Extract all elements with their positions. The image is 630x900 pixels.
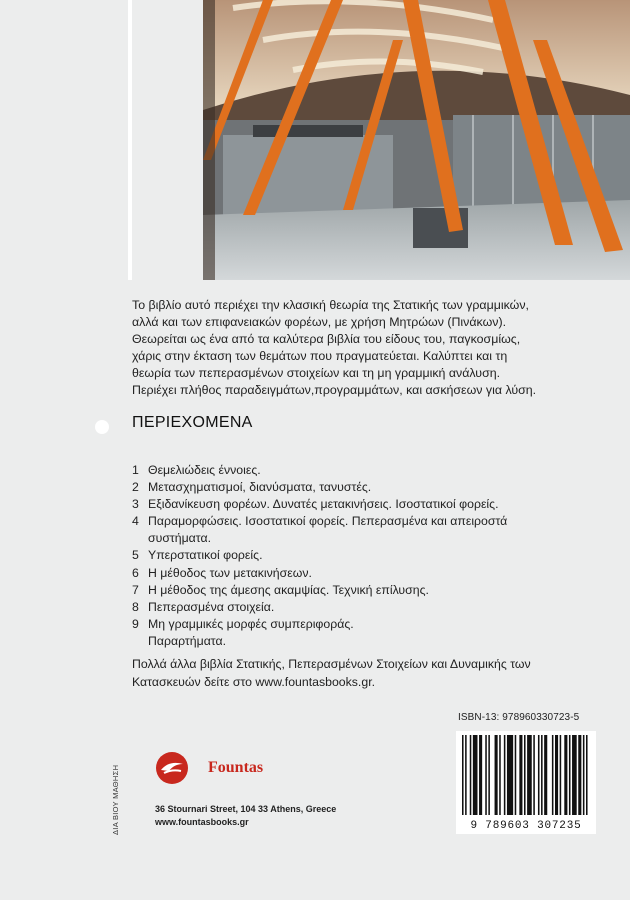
barcode-bar — [533, 735, 535, 815]
toc-text: Παραμορφώσεις. Ισοστατικοί φορείς. Πεπερασμένα και απειροστά — [148, 514, 508, 529]
toc-item — [132, 599, 612, 616]
book-description — [132, 297, 627, 400]
barcode-bar — [485, 735, 487, 815]
barcode-bar — [519, 735, 522, 815]
toc-text: συστήματα. — [148, 531, 212, 546]
description-line: Θεωρείται ως ένα από τα καλύτερα βιβλία του είδους του, παγκοσμίως, — [132, 332, 521, 347]
barcode-bar — [555, 735, 558, 815]
barcode-bar — [462, 735, 464, 815]
barcode-bar — [560, 735, 562, 815]
barcode-number: 9 789603 307235 — [456, 820, 596, 832]
barcode-bar — [586, 735, 588, 815]
barcode-bar — [507, 735, 513, 815]
barcode-bar — [578, 735, 581, 815]
contents-heading: ΠΕΡΙΕΧΟΜΕΝΑ — [132, 414, 253, 431]
cover-photo-airport-interior — [203, 0, 630, 280]
note-line: Κατασκευών δείτε στο www.fountasbooks.gr. — [132, 675, 376, 689]
note-line: Πολλά άλλα βιβλία Στατικής, Πεπερασμένων Στοιχείων και Δυναμικής των — [132, 657, 531, 671]
barcode-bar — [524, 735, 526, 815]
toc-item — [132, 633, 612, 650]
address-line: 36 Stournari Street, 104 33 Athens, Greece — [155, 804, 337, 814]
toc-number: 9 — [132, 616, 139, 631]
toc-text: Υπερστατικοί φορείς. — [148, 548, 263, 563]
toc-number: 1 — [132, 463, 139, 477]
publisher-name: Fountas — [208, 759, 264, 776]
fountas-logo-icon — [155, 751, 189, 785]
barcode-bar — [495, 735, 498, 815]
toc-text: Μη γραμμικές μορφές συμπεριφοράς. — [148, 616, 354, 631]
description-line: χάρις στην έκταση των θεμάτων που πραγματεύεται. Καλύπτει και τη — [132, 349, 508, 364]
barcode-bar — [538, 735, 540, 815]
toc-number: 4 — [132, 514, 139, 529]
toc-number: 3 — [132, 497, 139, 512]
barcode-bar — [470, 735, 472, 815]
toc-text: Πεπερασμένα στοιχεία. — [148, 599, 275, 614]
toc-number: 8 — [132, 599, 139, 614]
toc-text: Η μέθοδος των μετακινήσεων. — [148, 565, 312, 580]
barcode-bar — [527, 735, 532, 815]
barcode-bar — [465, 735, 467, 815]
barcode-bar — [572, 735, 577, 815]
toc-item — [132, 479, 612, 496]
publisher-address — [155, 803, 336, 829]
barcode-bar — [541, 735, 543, 815]
isbn-label: ISBN-13: 978960330723-5 — [458, 712, 580, 723]
table-of-contents — [132, 462, 612, 650]
toc-item — [132, 547, 612, 564]
barcode-bar — [515, 735, 517, 815]
spine-divider-line — [128, 0, 132, 280]
barcode-bar — [473, 735, 478, 815]
toc-number — [132, 633, 148, 650]
barcode-bar — [504, 735, 506, 815]
barcode-bar — [479, 735, 482, 815]
toc-text: Η μέθοδος της άμεσης ακαμψίας. Τεχνική επίλυσης. — [148, 582, 429, 597]
toc-number: 2 — [132, 480, 139, 495]
toc-item — [132, 496, 612, 513]
barcode-bars — [456, 731, 596, 819]
toc-item — [132, 582, 612, 599]
barcode-bar — [499, 735, 501, 815]
toc-item — [132, 530, 612, 547]
barcode-bar — [552, 735, 554, 815]
section-bullet-icon — [95, 420, 109, 434]
toc-item — [132, 565, 612, 582]
lifelong-learning-label: ΔΙΑ ΒΙΟΥ ΜΑΘΗΣΗ — [111, 764, 120, 835]
toc-text: Μετασχηματισμοί, διανύσματα, τανυστές. — [148, 480, 372, 495]
toc-text: Εξιδανίκευση φορέων. Δυνατές μετακινήσεις. Ισοστατικοί φορείς. — [148, 497, 499, 512]
description-line: αλλά και των επιφανειακών φορέων, με χρήση Μητρώων (Πινάκων). — [132, 315, 507, 330]
isbn-barcode — [456, 731, 596, 834]
toc-number: 5 — [132, 548, 139, 563]
toc-number — [132, 530, 148, 547]
toc-text: Θεμελιώδεις έννοιες. — [148, 463, 261, 477]
website-line: www.fountasbooks.gr — [155, 817, 249, 827]
toc-number: 7 — [132, 582, 139, 597]
barcode-bar — [544, 735, 547, 815]
barcode-bar — [583, 735, 585, 815]
more-books-note — [132, 655, 627, 691]
toc-item — [132, 616, 612, 633]
toc-text: Παραρτήματα. — [148, 633, 227, 648]
description-line: Περιέχει πλήθος παραδειγμάτων,προγραμμάτων, και ασκήσεων για λύση. — [132, 383, 537, 398]
toc-number: 6 — [132, 565, 139, 580]
description-line: θεωρία των πεπερασμένων στοιχείων και τη μη γραμμική ανάλυση. — [132, 366, 501, 381]
barcode-bar — [488, 735, 490, 815]
barcode-bar — [569, 735, 571, 815]
description-line: Το βιβλίο αυτό περιέχει την κλασική θεωρία της Στατικής των γραμμικών, — [132, 298, 529, 312]
toc-item — [132, 462, 612, 479]
toc-item — [132, 513, 612, 530]
barcode-bar — [564, 735, 567, 815]
